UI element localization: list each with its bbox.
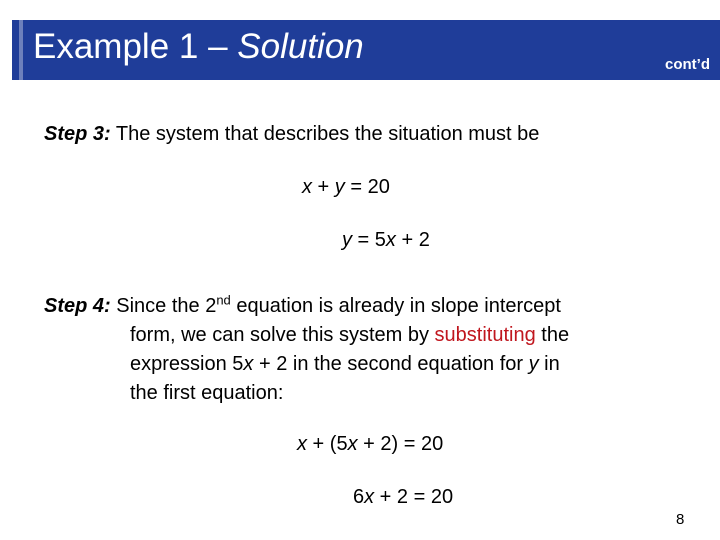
eq-coef: 6 [353, 486, 365, 508]
step4-line-2 [130, 323, 569, 347]
step4-line-3 [130, 352, 560, 376]
step4-text: expression 5 [130, 353, 244, 375]
var-x: x [302, 176, 312, 198]
step4-equation-1 [297, 432, 443, 456]
step4-text: Since the 2 [110, 295, 217, 317]
var-x: x [364, 486, 375, 508]
var-y: y [342, 229, 352, 251]
step4-text: in [538, 353, 560, 375]
eq-op: + (5 [307, 433, 348, 455]
step4-text: equation is already in slope intercept [230, 295, 561, 317]
var-y: y [334, 176, 345, 198]
continued-label: cont’d [665, 56, 710, 73]
title-sub: Solution [237, 27, 364, 66]
ordinal-superscript: nd [216, 292, 231, 308]
substituting-highlight: substituting [434, 324, 536, 346]
page-number: 8 [676, 511, 685, 528]
step3-line [44, 122, 539, 146]
eq-op: = 5 [352, 229, 386, 251]
step3-equation-1 [302, 175, 390, 199]
var-x: x [297, 433, 307, 455]
step4-equation-2 [353, 485, 453, 509]
step3-text: The system that describes the situation must be [110, 123, 540, 145]
step3-equation-2 [342, 228, 430, 252]
step3-label: Step 3: [44, 123, 111, 145]
eq-end: + 2) = 20 [357, 433, 444, 455]
eq-end: + 2 = 20 [374, 486, 454, 508]
var-x: x [385, 229, 396, 251]
eq-op: + [312, 176, 335, 198]
var-x: x [347, 433, 358, 455]
title-main: Example 1 – [33, 27, 238, 66]
var-x: x [243, 353, 254, 375]
eq-end: + 2 [395, 229, 430, 251]
step4-line-1 [44, 294, 561, 318]
step4-label: Step 4: [44, 295, 111, 317]
eq-end: = 20 [344, 176, 390, 198]
banner-accent-rule [19, 20, 23, 80]
step4-line-4: the first equation: [130, 382, 284, 404]
step4-text: the [535, 324, 570, 346]
slide-title [33, 27, 364, 67]
step4-text: form, we can solve this system by [130, 324, 435, 346]
var-y: y [528, 353, 539, 375]
step4-text: + 2 in the second equation for [253, 353, 529, 375]
